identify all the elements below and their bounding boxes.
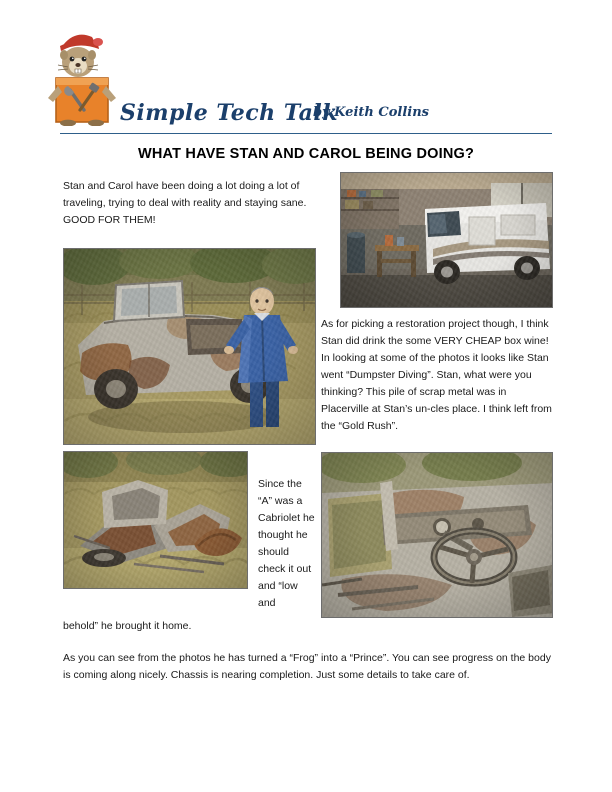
paragraph-frog: As you can see from the photos he has turned a “Frog” into a “Prince”. You can see progress on the body is coming along nicely. Chassis is nearing completion. Just some details to take care of. (63, 652, 551, 681)
photo-car-interior (321, 452, 553, 618)
photo-roadster-with-man (63, 248, 316, 445)
article-headline: WHAT HAVE STAN AND CAROL BEING DOING? (137, 146, 475, 162)
gopher-mascot-logo (46, 24, 124, 126)
paragraph-restoration: As for picking a restoration project though, I think Stan did drink the some VERY CHEAP box wine! In looking at some of the photos it looks like Stan went “Dumpster Diving”. Stan, what were you thinking? This pile of scrap metal was in Placerville at Stan’s un-cles place. I think left from the “Gold Rush”. (321, 318, 552, 432)
photo-motorhome (340, 172, 553, 308)
paragraph-intro: Stan and Carol have been doing a lot doing a lot of traveling, trying to deal with reality and staying sane. GOOD FOR THEM! (63, 180, 307, 226)
masthead (0, 0, 612, 140)
paragraph-cabriolet: Since the “A” was a Cabriolet he thought he should check it out and “low and (258, 478, 315, 609)
photo-scrap-pile (63, 451, 248, 589)
paragraph-behold: behold” he brought it home. (63, 620, 192, 632)
publication-byline: by Keith Collins (313, 105, 429, 120)
publication-title: Simple Tech Talk (120, 100, 338, 126)
masthead-divider (60, 133, 552, 134)
